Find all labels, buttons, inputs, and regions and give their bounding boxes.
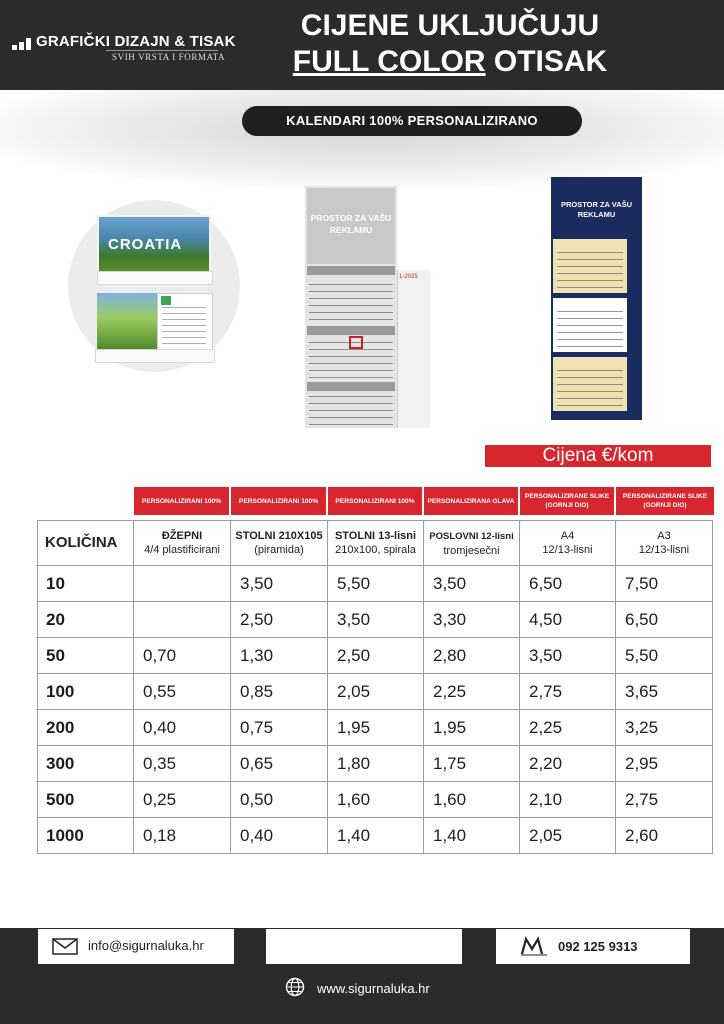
grey-calendar-ad-text: PROSTOR ZA VAŠU REKLAMU bbox=[310, 213, 392, 235]
price-cell: 0,25 bbox=[134, 782, 231, 818]
tag-personalizirane-slike-a3: PERSONALIZIRANE SLIKE (GORNJI DIO) bbox=[616, 487, 714, 515]
price-cell bbox=[134, 566, 231, 602]
price-cell: 0,35 bbox=[134, 746, 231, 782]
price-cell: 0,75 bbox=[231, 710, 328, 746]
table-row bbox=[38, 746, 713, 782]
blue-calendar-ad-area bbox=[553, 180, 640, 236]
price-cell: 0,85 bbox=[231, 674, 328, 710]
price-cell: 0,40 bbox=[231, 818, 328, 854]
price-cell: 0,65 bbox=[231, 746, 328, 782]
title-rest: OTISAK bbox=[485, 45, 608, 78]
column-header-sub: 4/4 plastificirani bbox=[144, 544, 220, 556]
quantity-cell: 300 bbox=[38, 746, 134, 782]
envelope-icon bbox=[52, 938, 78, 955]
price-cell: 2,25 bbox=[520, 710, 616, 746]
quantity-cell: 10 bbox=[38, 566, 134, 602]
column-header-title: A4 bbox=[560, 530, 575, 542]
price-cell: 0,40 bbox=[134, 710, 231, 746]
column-header-sub: 12/13-lisni bbox=[638, 544, 690, 556]
table-row bbox=[38, 674, 713, 710]
price-cell: 1,40 bbox=[424, 818, 520, 854]
quantity-cell: 1000 bbox=[38, 818, 134, 854]
grey-calendar-side-strip bbox=[397, 270, 430, 428]
email-box bbox=[38, 929, 234, 964]
price-cell: 1,40 bbox=[328, 818, 424, 854]
price-cell: 5,50 bbox=[616, 638, 713, 674]
column-header-title: STOLNI 210X105 bbox=[235, 530, 323, 542]
column-header-sub: 210x100, spirala bbox=[335, 544, 416, 556]
tag-personalizirani-3: PERSONALIZIRANI 100% bbox=[328, 487, 422, 515]
price-cell: 1,95 bbox=[328, 710, 424, 746]
table-row bbox=[38, 710, 713, 746]
title-line-1: CIJENE UKLJUČUJU bbox=[300, 9, 600, 42]
price-cell: 2,60 bbox=[616, 818, 713, 854]
price-cell: 3,65 bbox=[616, 674, 713, 710]
price-cell: 3,50 bbox=[424, 566, 520, 602]
column-header-title: ĐŽEPNI bbox=[161, 530, 203, 542]
price-cell: 3,50 bbox=[328, 602, 424, 638]
tag-personalizirani-2: PERSONALIZIRANI 100% bbox=[231, 487, 326, 515]
quantity-cell: 50 bbox=[38, 638, 134, 674]
price-cell: 0,70 bbox=[134, 638, 231, 674]
price-cell: 2,10 bbox=[520, 782, 616, 818]
title-underlined: FULL COLOR bbox=[292, 45, 486, 78]
tag-personalizirana-glava: PERSONALIZIRANA GLAVA bbox=[424, 487, 518, 515]
price-cell: 1,60 bbox=[424, 782, 520, 818]
grey-calendar-date-marker bbox=[349, 336, 363, 349]
price-cell: 2,75 bbox=[520, 674, 616, 710]
price-cell: 2,50 bbox=[231, 602, 328, 638]
bar-chart-logo-icon bbox=[12, 38, 32, 50]
table-header-row bbox=[38, 521, 713, 566]
globe-icon bbox=[285, 977, 305, 997]
column-header-title: A3 bbox=[657, 530, 671, 542]
tag-personalizirane-slike-a4: PERSONALIZIRANE SLIKE (GORNJI DIO) bbox=[520, 487, 614, 515]
desk-calendar-stand bbox=[97, 271, 213, 285]
column-header-sub: tromjesečni bbox=[443, 544, 500, 557]
column-header bbox=[616, 521, 713, 566]
page-title bbox=[255, 8, 645, 80]
price-cell: 3,50 bbox=[520, 638, 616, 674]
table-row bbox=[38, 782, 713, 818]
column-header-sub: 12/13-lisni bbox=[542, 544, 593, 556]
price-cell: 2,05 bbox=[520, 818, 616, 854]
title-line-2 bbox=[255, 44, 645, 80]
blue-calendar-ad-text: PROSTOR ZA VAŠU REKLAMU bbox=[560, 200, 633, 219]
price-cell: 4,50 bbox=[520, 602, 616, 638]
table-row bbox=[38, 638, 713, 674]
price-table bbox=[37, 520, 713, 854]
price-cell: 0,18 bbox=[134, 818, 231, 854]
email-text: info@sigurnaluka.hr bbox=[88, 938, 204, 953]
price-cell: 6,50 bbox=[520, 566, 616, 602]
table-body bbox=[38, 566, 713, 854]
price-cell: 2,75 bbox=[616, 782, 713, 818]
column-header bbox=[328, 521, 424, 566]
price-cell: 1,30 bbox=[231, 638, 328, 674]
price-cell: 2,05 bbox=[328, 674, 424, 710]
table-row bbox=[38, 818, 713, 854]
price-cell: 2,95 bbox=[616, 746, 713, 782]
phone-box bbox=[496, 929, 690, 964]
price-cell: 3,25 bbox=[616, 710, 713, 746]
section-banner: KALENDARI 100% PERSONALIZIRANO bbox=[242, 106, 582, 136]
logo-divider bbox=[106, 50, 218, 51]
price-per-unit-label: Cijena €/kom bbox=[485, 445, 711, 467]
price-cell: 2,25 bbox=[424, 674, 520, 710]
price-cell: 0,50 bbox=[231, 782, 328, 818]
quantity-header: KOLIČINA bbox=[38, 521, 134, 566]
table-row bbox=[38, 566, 713, 602]
quantity-cell: 100 bbox=[38, 674, 134, 710]
phone-text: 092 125 9313 bbox=[558, 939, 638, 954]
price-cell: 3,50 bbox=[231, 566, 328, 602]
column-header bbox=[134, 521, 231, 566]
phone-logo-icon bbox=[520, 936, 548, 956]
price-cell: 1,80 bbox=[328, 746, 424, 782]
grey-calendar-ad-area bbox=[307, 188, 395, 264]
column-header-title: STOLNI 13-lisni bbox=[334, 530, 417, 542]
quantity-cell: 500 bbox=[38, 782, 134, 818]
column-header-title: POSLOVNI 12-lisni bbox=[429, 530, 514, 542]
price-cell: 1,95 bbox=[424, 710, 520, 746]
column-header bbox=[520, 521, 616, 566]
logo-subtitle: SVIH VRSTA I FORMATA bbox=[112, 52, 226, 62]
price-cell: 1,60 bbox=[328, 782, 424, 818]
table-row bbox=[38, 602, 713, 638]
logo-title: GRAFIČKI DIZAJN & TISAK bbox=[36, 33, 236, 50]
price-cell: 2,50 bbox=[328, 638, 424, 674]
price-cell: 3,30 bbox=[424, 602, 520, 638]
column-header bbox=[231, 521, 328, 566]
price-cell: 5,50 bbox=[328, 566, 424, 602]
desk-calendar-photo-bottom bbox=[97, 293, 157, 349]
desk-calendar-text: CROATIA bbox=[108, 236, 183, 253]
website-text: www.sigurnaluka.hr bbox=[317, 981, 430, 996]
price-cell: 1,75 bbox=[424, 746, 520, 782]
column-header bbox=[424, 521, 520, 566]
quantity-cell: 20 bbox=[38, 602, 134, 638]
price-cell: 0,55 bbox=[134, 674, 231, 710]
column-header-sub: (piramida) bbox=[254, 544, 304, 556]
price-cell bbox=[134, 602, 231, 638]
quantity-cell: 200 bbox=[38, 710, 134, 746]
price-cell: 2,80 bbox=[424, 638, 520, 674]
price-cell: 7,50 bbox=[616, 566, 713, 602]
desk-calendar-stand-2 bbox=[95, 349, 215, 363]
grey-calendar-side-label: 1-2025 bbox=[399, 274, 418, 280]
price-cell: 2,20 bbox=[520, 746, 616, 782]
price-cell: 6,50 bbox=[616, 602, 713, 638]
blank-box bbox=[266, 929, 462, 964]
tag-personalizirani-1: PERSONALIZIRANI 100% bbox=[134, 487, 229, 515]
desk-calendar-badge bbox=[161, 296, 171, 305]
